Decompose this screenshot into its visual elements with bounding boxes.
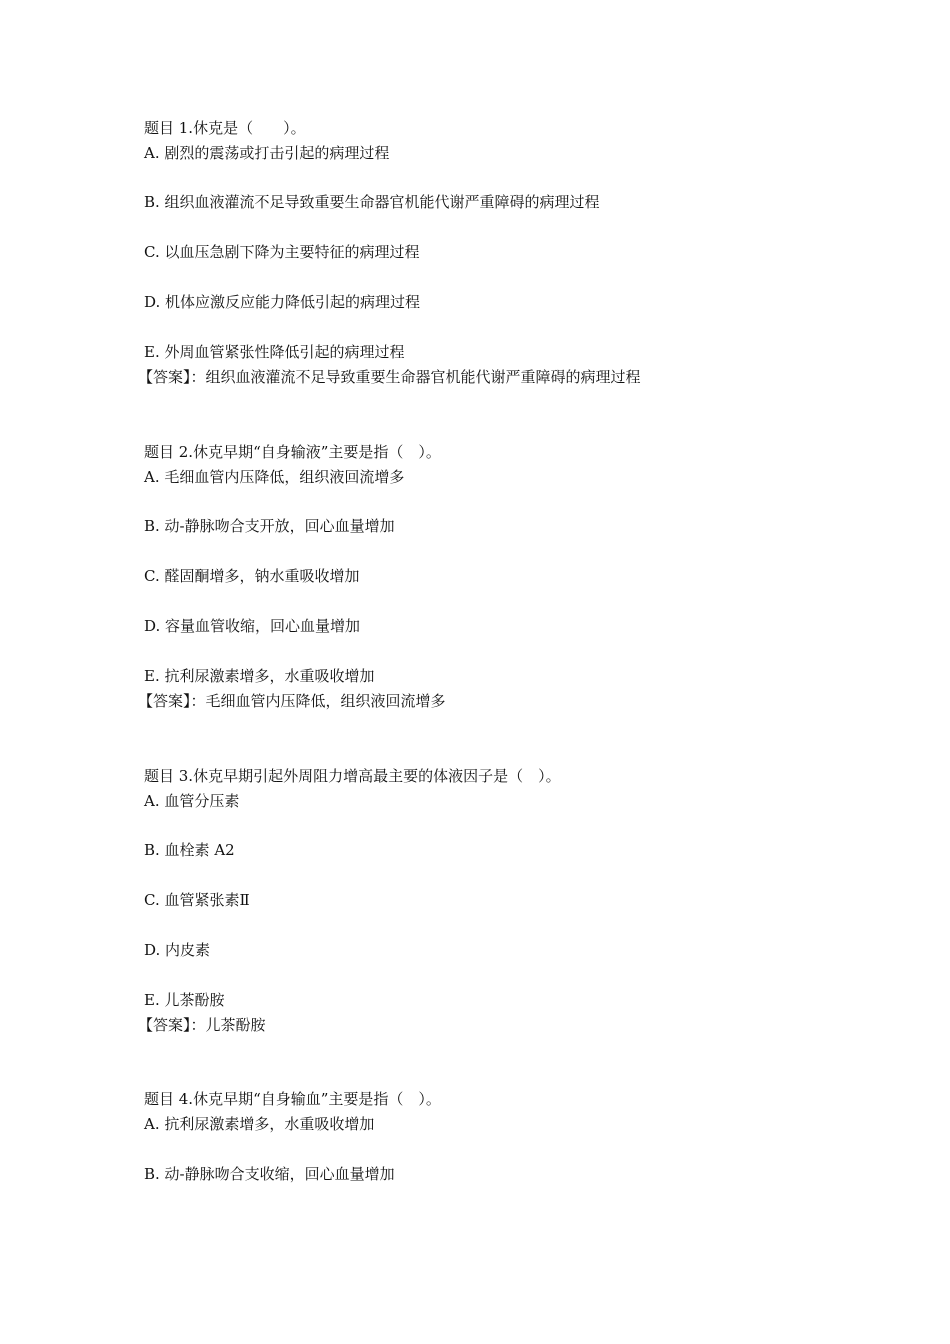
question-2-option-d: D. 容量血管收缩，回心血量增加 bbox=[144, 617, 361, 635]
question-1-option-d: D. 机体应激反应能力降低引起的病理过程 bbox=[144, 293, 421, 311]
question-1-answer: 【答案】：组织血液灌流不足导致重要生命器官机能代谢严重障碍的病理过程 bbox=[138, 368, 641, 386]
question-3-title: 题目 3.休克早期引起外周阻力增高最主要的体液因子是（ ）。 bbox=[144, 767, 561, 785]
question-3-option-c: C. 血管紧张素Ⅱ bbox=[144, 891, 250, 909]
question-1-option-c: C. 以血压急剧下降为主要特征的病理过程 bbox=[144, 243, 420, 261]
question-1-option-a: A. 剧烈的震荡或打击引起的病理过程 bbox=[144, 144, 390, 162]
question-1-title: 题目 1.休克是（ ）。 bbox=[144, 119, 306, 137]
question-4-title: 题目 4.休克早期“自身输血”主要是指（ ）。 bbox=[144, 1090, 441, 1108]
question-3-option-a: A. 血管分压素 bbox=[144, 792, 240, 810]
question-3-option-b: B. 血栓素 A2 bbox=[144, 841, 235, 859]
question-2-answer: 【答案】：毛细血管内压降低，组织液回流增多 bbox=[138, 692, 446, 710]
question-1-option-e: E. 外周血管紧张性降低引起的病理过程 bbox=[144, 343, 405, 361]
question-1-option-b: B. 组织血液灌流不足导致重要生命器官机能代谢严重障碍的病理过程 bbox=[144, 193, 600, 211]
question-2-option-c: C. 醛固酮增多，钠水重吸收增加 bbox=[144, 567, 360, 585]
question-3-option-d: D. 内皮素 bbox=[144, 941, 211, 959]
question-2-option-a: A. 毛细血管内压降低，组织液回流增多 bbox=[144, 468, 405, 486]
question-3-option-e: E. 儿茶酚胺 bbox=[144, 991, 225, 1009]
question-4-option-b: B. 动-静脉吻合支收缩，回心血量增加 bbox=[144, 1165, 395, 1183]
question-2-option-e: E. 抗利尿激素增多，水重吸收增加 bbox=[144, 667, 375, 685]
question-2-option-b: B. 动-静脉吻合支开放，回心血量增加 bbox=[144, 517, 395, 535]
question-2-title: 题目 2.休克早期“自身输液”主要是指（ ）。 bbox=[144, 443, 441, 461]
question-3-answer: 【答案】：儿茶酚胺 bbox=[138, 1016, 266, 1034]
question-4-option-a: A. 抗利尿激素增多，水重吸收增加 bbox=[144, 1115, 375, 1133]
